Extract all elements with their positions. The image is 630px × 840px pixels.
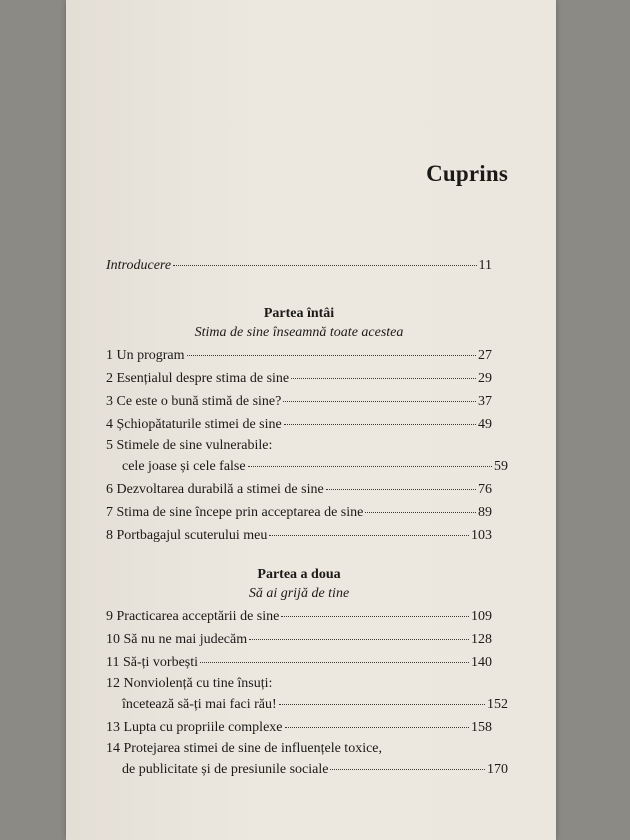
toc-entry-label: 8 Portbagajul scuterului meu: [106, 528, 268, 543]
toc-entry: [106, 479, 492, 499]
page-title: Cuprins: [426, 161, 508, 186]
toc-entry: [106, 391, 492, 411]
toc-entry: [106, 456, 508, 476]
toc-entry-label: Introducere: [106, 258, 172, 273]
toc-entry: [106, 345, 492, 365]
toc-entry-page: 140: [471, 655, 492, 670]
part-heading: Partea a doua: [257, 567, 341, 582]
dot-leader: [269, 522, 469, 536]
toc-entry-page: 158: [471, 720, 492, 735]
toc-entry: [106, 368, 492, 388]
toc-entry-page: 103: [471, 528, 492, 543]
dot-leader: [281, 603, 469, 617]
dot-leader: [365, 499, 476, 513]
toc-entry: [106, 414, 492, 434]
toc-entry-label: 9 Practicarea acceptării de sine: [106, 609, 280, 624]
toc-entry-page: 128: [471, 632, 492, 647]
toc-entry: [106, 629, 492, 649]
toc-entry-label: 6 Dezvoltarea durabilă a stimei de sine: [106, 482, 324, 497]
toc-entry-first-line: 14 Protejarea stimei de sine de influențele toxice,: [106, 741, 383, 756]
toc-entry-first-line: 5 Stimele de sine vulnerabile:: [106, 438, 273, 453]
toc-entry-label: 13 Lupta cu propriile complexe: [106, 720, 283, 735]
toc-entry-label: 11 Să-ți vorbești: [106, 655, 199, 670]
toc-entry: [106, 502, 492, 522]
toc-entry: [106, 652, 492, 672]
toc-entry-label: încetează să-ți mai faci rău!: [122, 697, 277, 712]
dot-leader: [283, 388, 476, 402]
toc-entry-label: 3 Ce este o bună stimă de sine?: [106, 394, 282, 409]
toc-entry: [106, 525, 492, 545]
part-heading: Partea întâi: [263, 306, 335, 321]
toc-entry-label: 7 Stima de sine începe prin acceptarea de sine: [106, 505, 364, 520]
dot-leader: [284, 411, 476, 425]
toc-entry: [106, 759, 508, 779]
toc-entry: [106, 717, 492, 737]
toc-entry-page: 11: [478, 258, 492, 273]
toc-entry-label: de publicitate și de presiunile sociale: [122, 762, 329, 777]
toc-entry-label: 10 Să nu ne mai judecăm: [106, 632, 248, 647]
toc-entry-label: 1 Un program: [106, 348, 185, 363]
toc-entry-introduction: [106, 255, 492, 275]
toc-entry-page: 170: [487, 762, 508, 777]
dot-leader: [291, 365, 476, 379]
toc-entry-page: 37: [478, 394, 492, 409]
toc-entry: [106, 694, 508, 714]
dot-leader: [187, 342, 476, 356]
part-subtitle: Stima de sine înseamnă toate acestea: [194, 325, 404, 340]
dot-leader: [326, 476, 476, 490]
toc-entry-label: cele joase și cele false: [122, 459, 246, 474]
table-of-contents: [106, 0, 508, 840]
dot-leader: [249, 626, 469, 640]
toc-entry-page: 49: [478, 417, 492, 432]
dot-leader: [279, 691, 485, 705]
part-subtitle: Să ai grijă de tine: [248, 586, 350, 601]
toc-entry-page: 152: [487, 697, 508, 712]
toc-entry-label: 2 Esențialul despre stima de sine: [106, 371, 290, 386]
dot-leader: [330, 756, 485, 770]
toc-entry-page: 59: [494, 459, 508, 474]
dot-leader: [173, 252, 476, 266]
toc-entry: [106, 606, 492, 626]
dot-leader: [248, 453, 492, 467]
toc-entry-label: 4 Șchiopătaturile stimei de sine: [106, 417, 282, 432]
toc-entry-page: 76: [478, 482, 492, 497]
dot-leader: [200, 649, 469, 663]
toc-entry-page: 29: [478, 371, 492, 386]
toc-entry-page: 27: [478, 348, 492, 363]
dot-leader: [285, 714, 470, 728]
toc-entry-page: 109: [471, 609, 492, 624]
toc-entry-first-line: 12 Nonviolență cu tine însuți:: [106, 676, 273, 691]
toc-entry-page: 89: [478, 505, 492, 520]
book-page: [66, 0, 556, 840]
